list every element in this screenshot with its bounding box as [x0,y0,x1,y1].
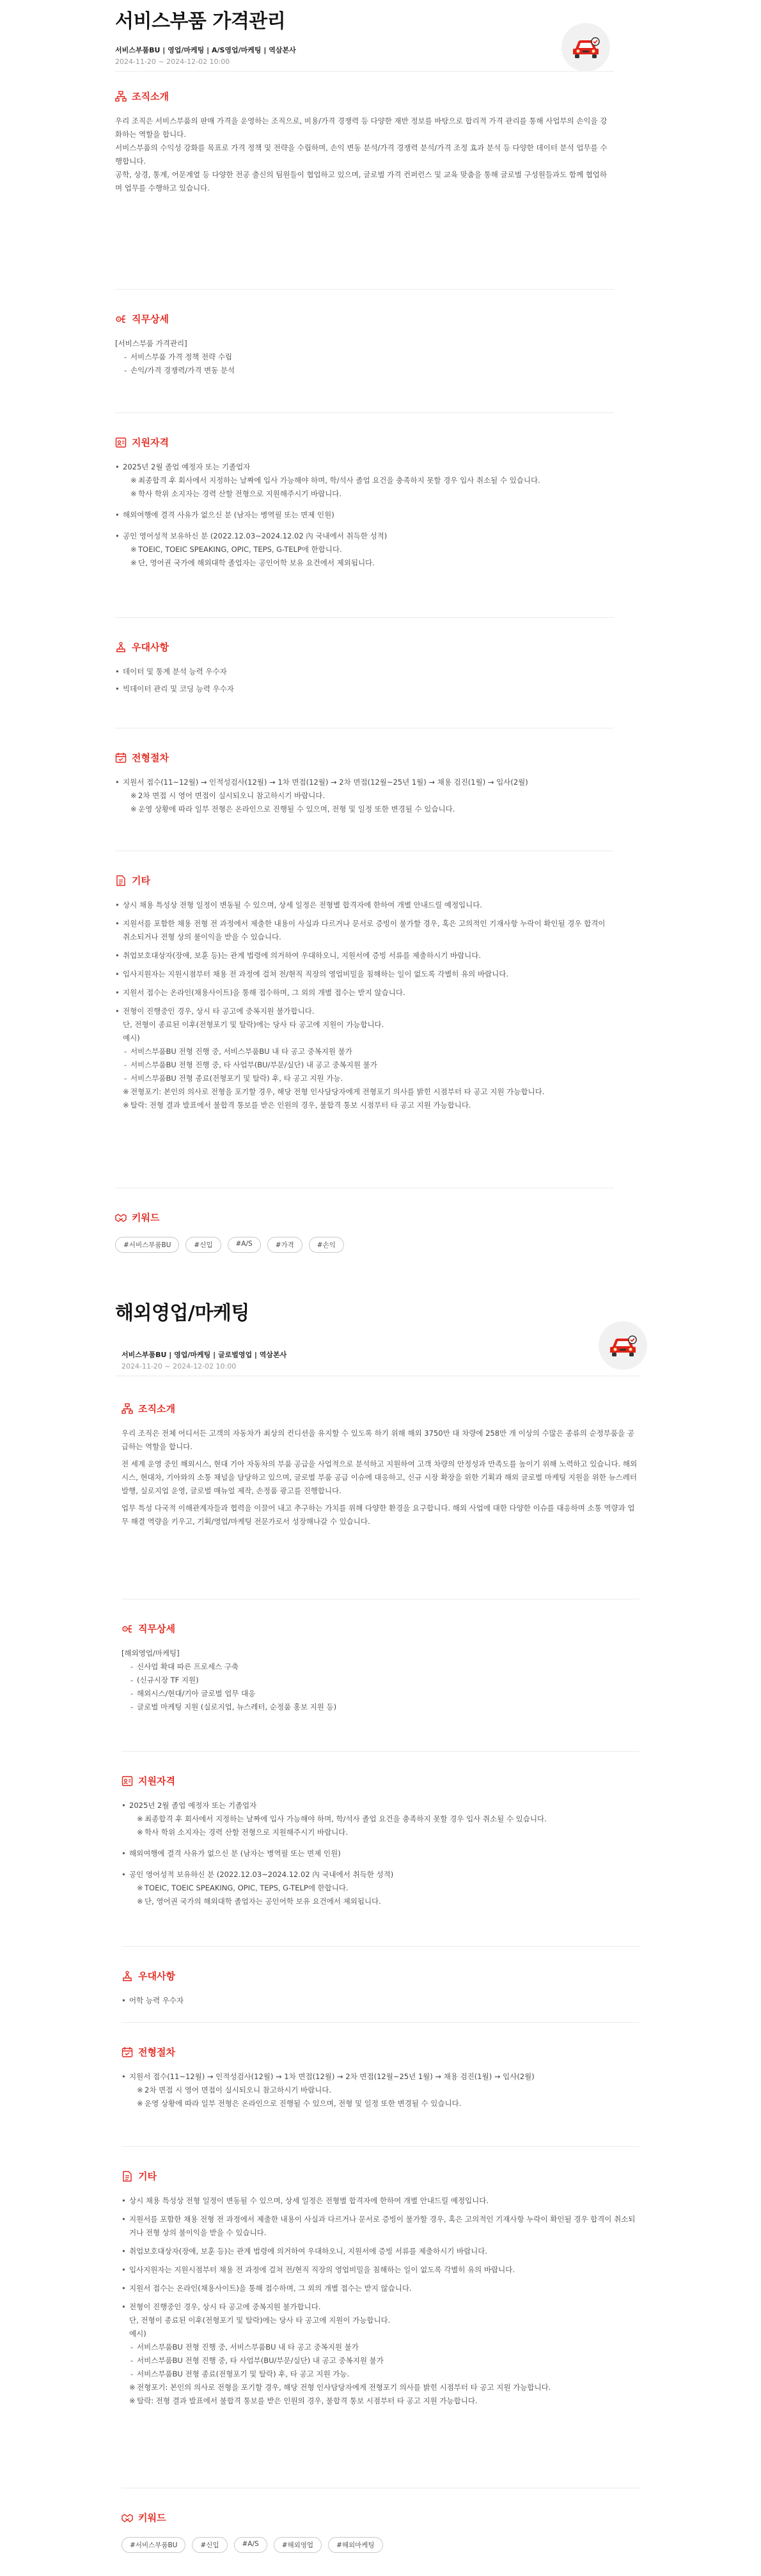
dup-example-label: 예시) [129,2329,146,2338]
intro-paragraph: 우리 조직은 서비스부품의 판매 가격을 운영하는 조직으로, 비용/가격 경쟁력 등 다양한 재반 정보를 바탕으로 합리적 가격 관리를 통해 사업부의 손익을 강화하는 역할을 합니다. [115,116,608,139]
qualification-item [115,460,614,501]
process-note: ※ 운영 상황에 따라 일부 전형은 온라인으로 진행될 수 있으며, 전형 및 일정 또한 변경될 수 있습니다. [130,803,614,816]
etc-item: • 지원서 접수는 온라인(채용사이트)을 통해 접수하며, 그 외의 개별 접수는 받지 않습니다. [115,986,614,1000]
duty-title: [해외영업/마케팅] [122,1649,180,1658]
intro-paragraph: 전 세계 운영 중인 해외시스, 현대 기아 자동차의 부품 공급을 사업적으로 분석하고 지원하여 고객 차량의 안정성과 만족도를 높이기 위해 노력하고 있습니다. 해외시스, 현대차, 기아와의 소통 채널을 담당하고 있으며, 글로벌 부품 공급 이슈에 대응하고, 신규 시장 확장을 위한 기획과 해외 글로벌 마케팅 지원을 위한 뉴스레터 발행, 실로지업 운영, 글로벌 매뉴얼 제작, 손정품 광고를 진행합니다. [122,1459,638,1495]
calendar-icon [122,2046,133,2058]
gear-network-icon [122,1623,133,1635]
dup-example: - 서비스부품BU 전형 진행 중, 타 사업부(BU/부문/실단) 내 공고 중복지원 불가 [129,2354,639,2368]
process-steps [115,776,614,816]
section-divider [122,2146,639,2147]
intro-paragraph: 공학, 상경, 통계, 어문계열 등 다양한 전공 출신의 팀원들이 협업하고 있으며, 글로벌 가격 컨퍼런스 및 교육 맞춤을 통해 글로벌 구성원들과도 함께 협업하며 업무를 수행하고 있습니다. [115,170,608,192]
keyword-chip[interactable]: #신입 [185,1237,221,1253]
dup-example: - 서비스부품BU 전형 진행 중, 서비스부품BU 내 타 공고 중복지원 불가 [123,1045,614,1058]
dup-example: - 서비스부품BU 전형 종료(전형포기 및 탈락) 후, 타 공고 지원 가능. [129,2368,639,2381]
dup-example: - 서비스부품BU 전형 진행 중, 서비스부품BU 내 타 공고 중복지원 불가 [129,2341,639,2354]
section-etc [122,2169,639,2408]
duty-body [122,1647,639,1714]
section-title: 키워드 [132,1212,160,1223]
keyword-list [115,1237,614,1253]
etc-item: • 상시 채용 특성상 전형 일정이 변동될 수 있으며, 상세 일정은 전형별 합격자에 한하여 개별 안내드릴 예정입니다. [115,899,614,912]
section-process [115,751,614,816]
posting-tags: 서비스부품BU | 영업/마케팅 | A/S영업/마케팅 | 역삼본사 [115,46,296,54]
document-icon [122,2171,133,2182]
intro-body [122,1427,639,1528]
intro-paragraph: 서비스부품의 수익성 강화를 목표로 가격 정책 및 전략을 수립하며, 손익 변동 분석/가격 경쟁력 분석/가격 조정 효과 분석 등 다양한 데이터 분석 업무를 수행합니다. [115,143,608,166]
qualification-text: 2025년 2월 졸업 예정자 또는 기졸업자 [123,462,251,471]
section-divider [122,1751,639,1752]
section-divider [115,412,614,413]
section-preference [122,1969,639,2007]
duty-item: - 서비스부품 가격 정책 전략 수립 [123,350,614,364]
qualification-note: ※ 단, 영어권 국가에 해외대학 졸업자는 공인어학 보유 요건에서 제외됩니다. [130,556,614,570]
qualification-text: 공인 영어성적 보유하신 분 (2022.12.03~2024.12.02 內 국내에서 취득한 성적) [123,531,388,540]
intro-paragraph: 우리 조직은 전체 어디서든 고객의 자동차가 최상의 컨디션을 유지할 수 있도록 하기 위해 해외 3750만 대 차량에 258만 개 이상의 수많은 종류의 순정부품을 공급하는 역할을 합니다. [122,1429,634,1451]
dup-detail: 단, 전형이 종료된 이후(전형포기 및 탈락)에는 당사 타 공고에 지원이 가능합니다. [129,2316,391,2325]
qualification-item [122,1868,639,1908]
intro-paragraph: 업무 특성 다국적 이해관계자들과 협력을 이끌어 내고 추구하는 가치를 위해 다양한 환경을 요구합니다. 해외 사업에 대한 다양한 이슈를 대응하며 소통 역량과 업무 해결 역량을 키우고, 기획/영업/마케팅 전문가로서 성장해나갈 수 있습니다. [122,1504,635,1526]
etc-item: • 상시 채용 특성상 전형 일정이 변동될 수 있으며, 상세 일정은 전형별 합격자에 한하여 개별 안내드릴 예정입니다. [122,2194,639,2208]
qualification-note: ※ 학사 학위 소지자는 경력 산할 전형으로 지원해주시기 바랍니다. [137,1826,639,1839]
qualification-note: ※ 최종합격 후 회사에서 지정하는 날짜에 입사 가능해야 하며, 학/석사 졸업 요건을 충족하지 못할 경우 입사 취소될 수 있습니다. [137,1812,639,1826]
dup-detail: 단, 전형이 종료된 이후(전형포기 및 탈락)에는 당사 타 공고에 지원이 가능합니다. [123,1020,384,1029]
document-icon [115,875,127,886]
section-intro [122,1402,639,1528]
section-qualification [122,1774,639,1908]
etc-item: • 입사지원자는 지원시점부터 채용 전 과정에 걸쳐 전/현직 직장의 영업비밀을 침해하는 일이 없도록 각별히 유의 바랍니다. [122,2263,639,2277]
section-title: 우대사항 [138,1970,175,1982]
duty-item: - 해외시스/현대/기아 글로벌 업무 대응 [129,1687,639,1700]
posting-period: 2024-11-20 ~ 2024-12-02 10:00 [122,1362,237,1370]
podium-icon [122,1970,133,1982]
qualification-item [122,1847,639,1860]
process-body [115,776,614,816]
process-steps-text: 지원서 접수(11~12월) → 인적성검사(12월) → 1차 면접(12월) → 2차 면접(12월~25년 1월) → 채용 검진(1월) → 입사(2월) [129,2072,535,2081]
dup-example-label: 예시) [123,1033,140,1042]
dup-intro: 전형이 진행중인 경우, 상시 타 공고에 중복지원 불가합니다. [123,1007,315,1016]
etc-item: • 지원서 접수는 온라인(채용사이트)을 통해 접수하며, 그 외의 개별 접수는 받지 않습니다. [122,2282,639,2295]
section-title: 조직소개 [138,1403,175,1415]
dup-example: - 서비스부품BU 전형 진행 중, 타 사업부(BU/부문/실단) 내 공고 중복지원 불가 [123,1058,614,1072]
etc-item [115,1005,614,1112]
qualification-text: 해외여행에 결격 사유가 없으신 분 (남자는 병역필 또는 면제 인원) [123,510,334,519]
posting-period: 2024-11-20 ~ 2024-12-02 10:00 [115,58,230,66]
preference-item: • 빅데이터 관리 및 코딩 능력 우수자 [115,682,614,696]
section-title: 전형절차 [138,2046,175,2058]
etc-note: ※ 전형포기: 본인의 의사로 전형을 포기할 경우, 해당 전형 인사담당자에게 전형포기 의사를 밝힌 시점부터 타 공고 지원 가능합니다. [123,1085,614,1099]
process-steps-text: 지원서 접수(11~12월) → 인적성검사(12월) → 1차 면접(12월) → 2차 면접(12월~25년 1월) → 채용 검진(1월) → 입사(2월) [123,778,528,787]
preference-body [122,1994,639,2007]
qualification-text: 공인 영어성적 보유하신 분 (2022.12.03~2024.12.02 內 국내에서 취득한 성적) [129,1870,394,1879]
qualification-item [115,508,614,522]
posting-title: 서비스부품 가격관리 [115,10,286,33]
process-steps [122,2070,639,2110]
section-title: 조직소개 [132,91,169,102]
org-chart-icon [122,1403,133,1415]
job-posting [115,0,614,1285]
etc-note: ※ 탈락: 전형 결과 발표에서 불합격 통보를 받은 인원의 경우, 불합격 통보 시점부터 타 공고 지원 가능합니다. [129,2394,639,2408]
section-preference [115,640,614,696]
section-divider [115,289,614,290]
section-divider [122,2022,639,2023]
qualification-note: ※ TOEIC, TOEIC SPEAKING, OPIC, TEPS, G-TELP에 한합니다. [130,543,614,556]
qualification-body [122,1799,639,1908]
process-note: ※ 운영 상황에 따라 일부 전형은 온라인으로 진행될 수 있으며, 전형 및 일정 또한 변경될 수 있습니다. [137,2097,639,2110]
posting-title: 해외영업/마케팅 [115,1302,249,1324]
section-duty [122,1622,639,1714]
etc-note: ※ 탈락: 전형 결과 발표에서 불합격 통보를 받은 인원의 경우, 불합격 통보 시점부터 타 공고 지원 가능합니다. [123,1099,614,1112]
section-title: 우대사항 [132,641,169,653]
section-title: 기타 [132,875,150,886]
car-service-icon [599,1321,647,1370]
section-title: 전형절차 [132,752,169,764]
posting-header [115,0,614,72]
section-title: 지원자격 [132,437,169,448]
duty-body [115,337,614,377]
keyword-chip[interactable]: #해외영업 [274,2537,322,2553]
gear-network-icon [115,313,127,325]
keyword-list [122,2537,639,2553]
qualification-note: ※ 최종합격 후 회사에서 지정하는 날짜에 입사 가능해야 하며, 학/석사 졸업 요건을 충족하지 못할 경우 입사 취소될 수 있습니다. [130,474,614,487]
process-body [122,2070,639,2110]
keyword-chip[interactable]: #가격 [267,1237,302,1253]
section-qualification [115,436,614,570]
id-card-icon [115,437,127,448]
car-service-icon [561,23,610,72]
org-chart-icon [115,91,127,102]
etc-note: ※ 전형포기: 본인의 의사로 전형을 포기할 경우, 해당 전형 인사담당자에게 전형포기 의사를 밝힌 시점부터 타 공고 지원 가능합니다. [129,2381,639,2394]
duty-item: - 신사업 확대 따른 프로세스 구축 [129,1660,639,1674]
etc-item: • 취업보호대상자(장애, 보훈 등)는 관계 법령에 의거하여 우대하오니, 지원서에 증빙 서류를 제출하시기 바랍니다. [115,949,614,962]
id-card-icon [122,1775,133,1787]
duty-title: [서비스부품 가격관리] [115,339,187,348]
preference-item: • 데이터 및 통계 분석 능력 우수자 [115,665,614,679]
qualification-body [115,460,614,570]
duty-item: - (신규시장 TF 지원) [129,1674,639,1687]
handshake-icon [122,2512,133,2524]
keyword-chip[interactable]: #A/S [234,2537,267,2553]
section-title: 기타 [138,2171,157,2182]
qualification-note: ※ 단, 영어권 국가의 해외대학 졸업자는 공인어학 보유 요건에서 제외됩니다. [137,1895,639,1908]
job-posting [115,1285,639,2576]
section-title: 지원자격 [138,1775,175,1787]
qualification-note: ※ TOEIC, TOEIC SPEAKING, OPIC, TEPS, G-TELP에 한합니다. [137,1881,639,1895]
keyword-chip[interactable]: #해외마케팅 [328,2537,383,2553]
keyword-chip[interactable]: #서비스부품BU [115,1237,179,1253]
handshake-icon [115,1212,127,1223]
section-intro [115,90,614,195]
keyword-chip[interactable]: #A/S [228,1237,261,1253]
section-keywords [122,2511,639,2553]
section-keywords [115,1211,614,1253]
qualification-item [115,530,614,570]
section-title: 직무상세 [138,1623,175,1635]
process-note: ※ 2차 면접 시 영어 면접이 실시되오니 참고하시기 바랍니다. [130,789,614,803]
posting-tags: 서비스부품BU | 영업/마케팅 | 글로벌영업 | 역삼본사 [122,1351,287,1359]
etc-body [122,2194,639,2408]
intro-body [115,114,614,195]
qualification-note: ※ 학사 학위 소지자는 경력 산할 전형으로 지원해주시기 바랍니다. [130,487,614,501]
etc-body [115,899,614,1112]
section-title: 키워드 [138,2512,166,2524]
section-duty [115,312,614,377]
duty-item: - 손익/가격 경쟁력/가격 변동 분석 [123,364,614,377]
podium-icon [115,641,127,653]
section-process [122,2045,639,2110]
keyword-chip[interactable]: #손익 [309,1237,344,1253]
etc-item: • 지원서를 포함한 채용 전형 전 과정에서 제출한 내용이 사실과 다르거나 문서로 증빙이 불가할 경우, 혹은 고의적인 기재사항 누락이 확인될 경우 합격이 취소되거나 전형 상의 불이익을 받을 수 있습니다. [122,2213,639,2240]
etc-item: • 취업보호대상자(장애, 보훈 등)는 관계 법령에 의거하여 우대하오니, 지원서에 증빙 서류를 제출하시기 바랍니다. [122,2245,639,2258]
etc-item: • 지원서를 포함한 채용 전형 전 과정에서 제출한 내용이 사실과 다르거나 문서로 증빙이 불가할 경우, 혹은 고의적인 기재사항 누락이 확인될 경우 합격이 취소되거나 전형 상의 불이익을 받을 수 있습니다. [115,917,614,944]
preference-item: • 어학 능력 우수자 [122,1994,639,2007]
section-divider [115,617,614,618]
preference-body [115,665,614,696]
duty-item: - 글로벌 마케팅 지원 (실로지업, 뉴스레터, 순정품 홍보 지원 등) [129,1700,639,1714]
qualification-text: 2025년 2월 졸업 예정자 또는 기졸업자 [129,1801,257,1810]
keyword-chip[interactable]: #신입 [192,2537,227,2553]
calendar-icon [115,752,127,764]
dup-example: - 서비스부품BU 전형 종료(전형포기 및 탈락) 후, 타 공고 지원 가능. [123,1072,614,1085]
qualification-item [122,1799,639,1839]
section-divider [122,1946,639,1947]
section-etc [115,874,614,1112]
section-title: 직무상세 [132,313,169,325]
keyword-chip[interactable]: #서비스부품BU [122,2537,185,2553]
etc-item: • 입사지원자는 지원시점부터 채용 전 과정에 걸쳐 전/현직 직장의 영업비밀을 침해하는 일이 없도록 각별히 유의 바랍니다. [115,968,614,981]
process-note: ※ 2차 면접 시 영어 면접이 실시되오니 참고하시기 바랍니다. [137,2084,639,2097]
posting-header [115,1285,639,1376]
dup-intro: 전형이 진행중인 경우, 상시 타 공고에 중복지원 불가합니다. [129,2302,321,2311]
etc-item [122,2300,639,2408]
qualification-text: 해외여행에 결격 사유가 없으신 분 (남자는 병역필 또는 면제 인원) [129,1849,341,1858]
